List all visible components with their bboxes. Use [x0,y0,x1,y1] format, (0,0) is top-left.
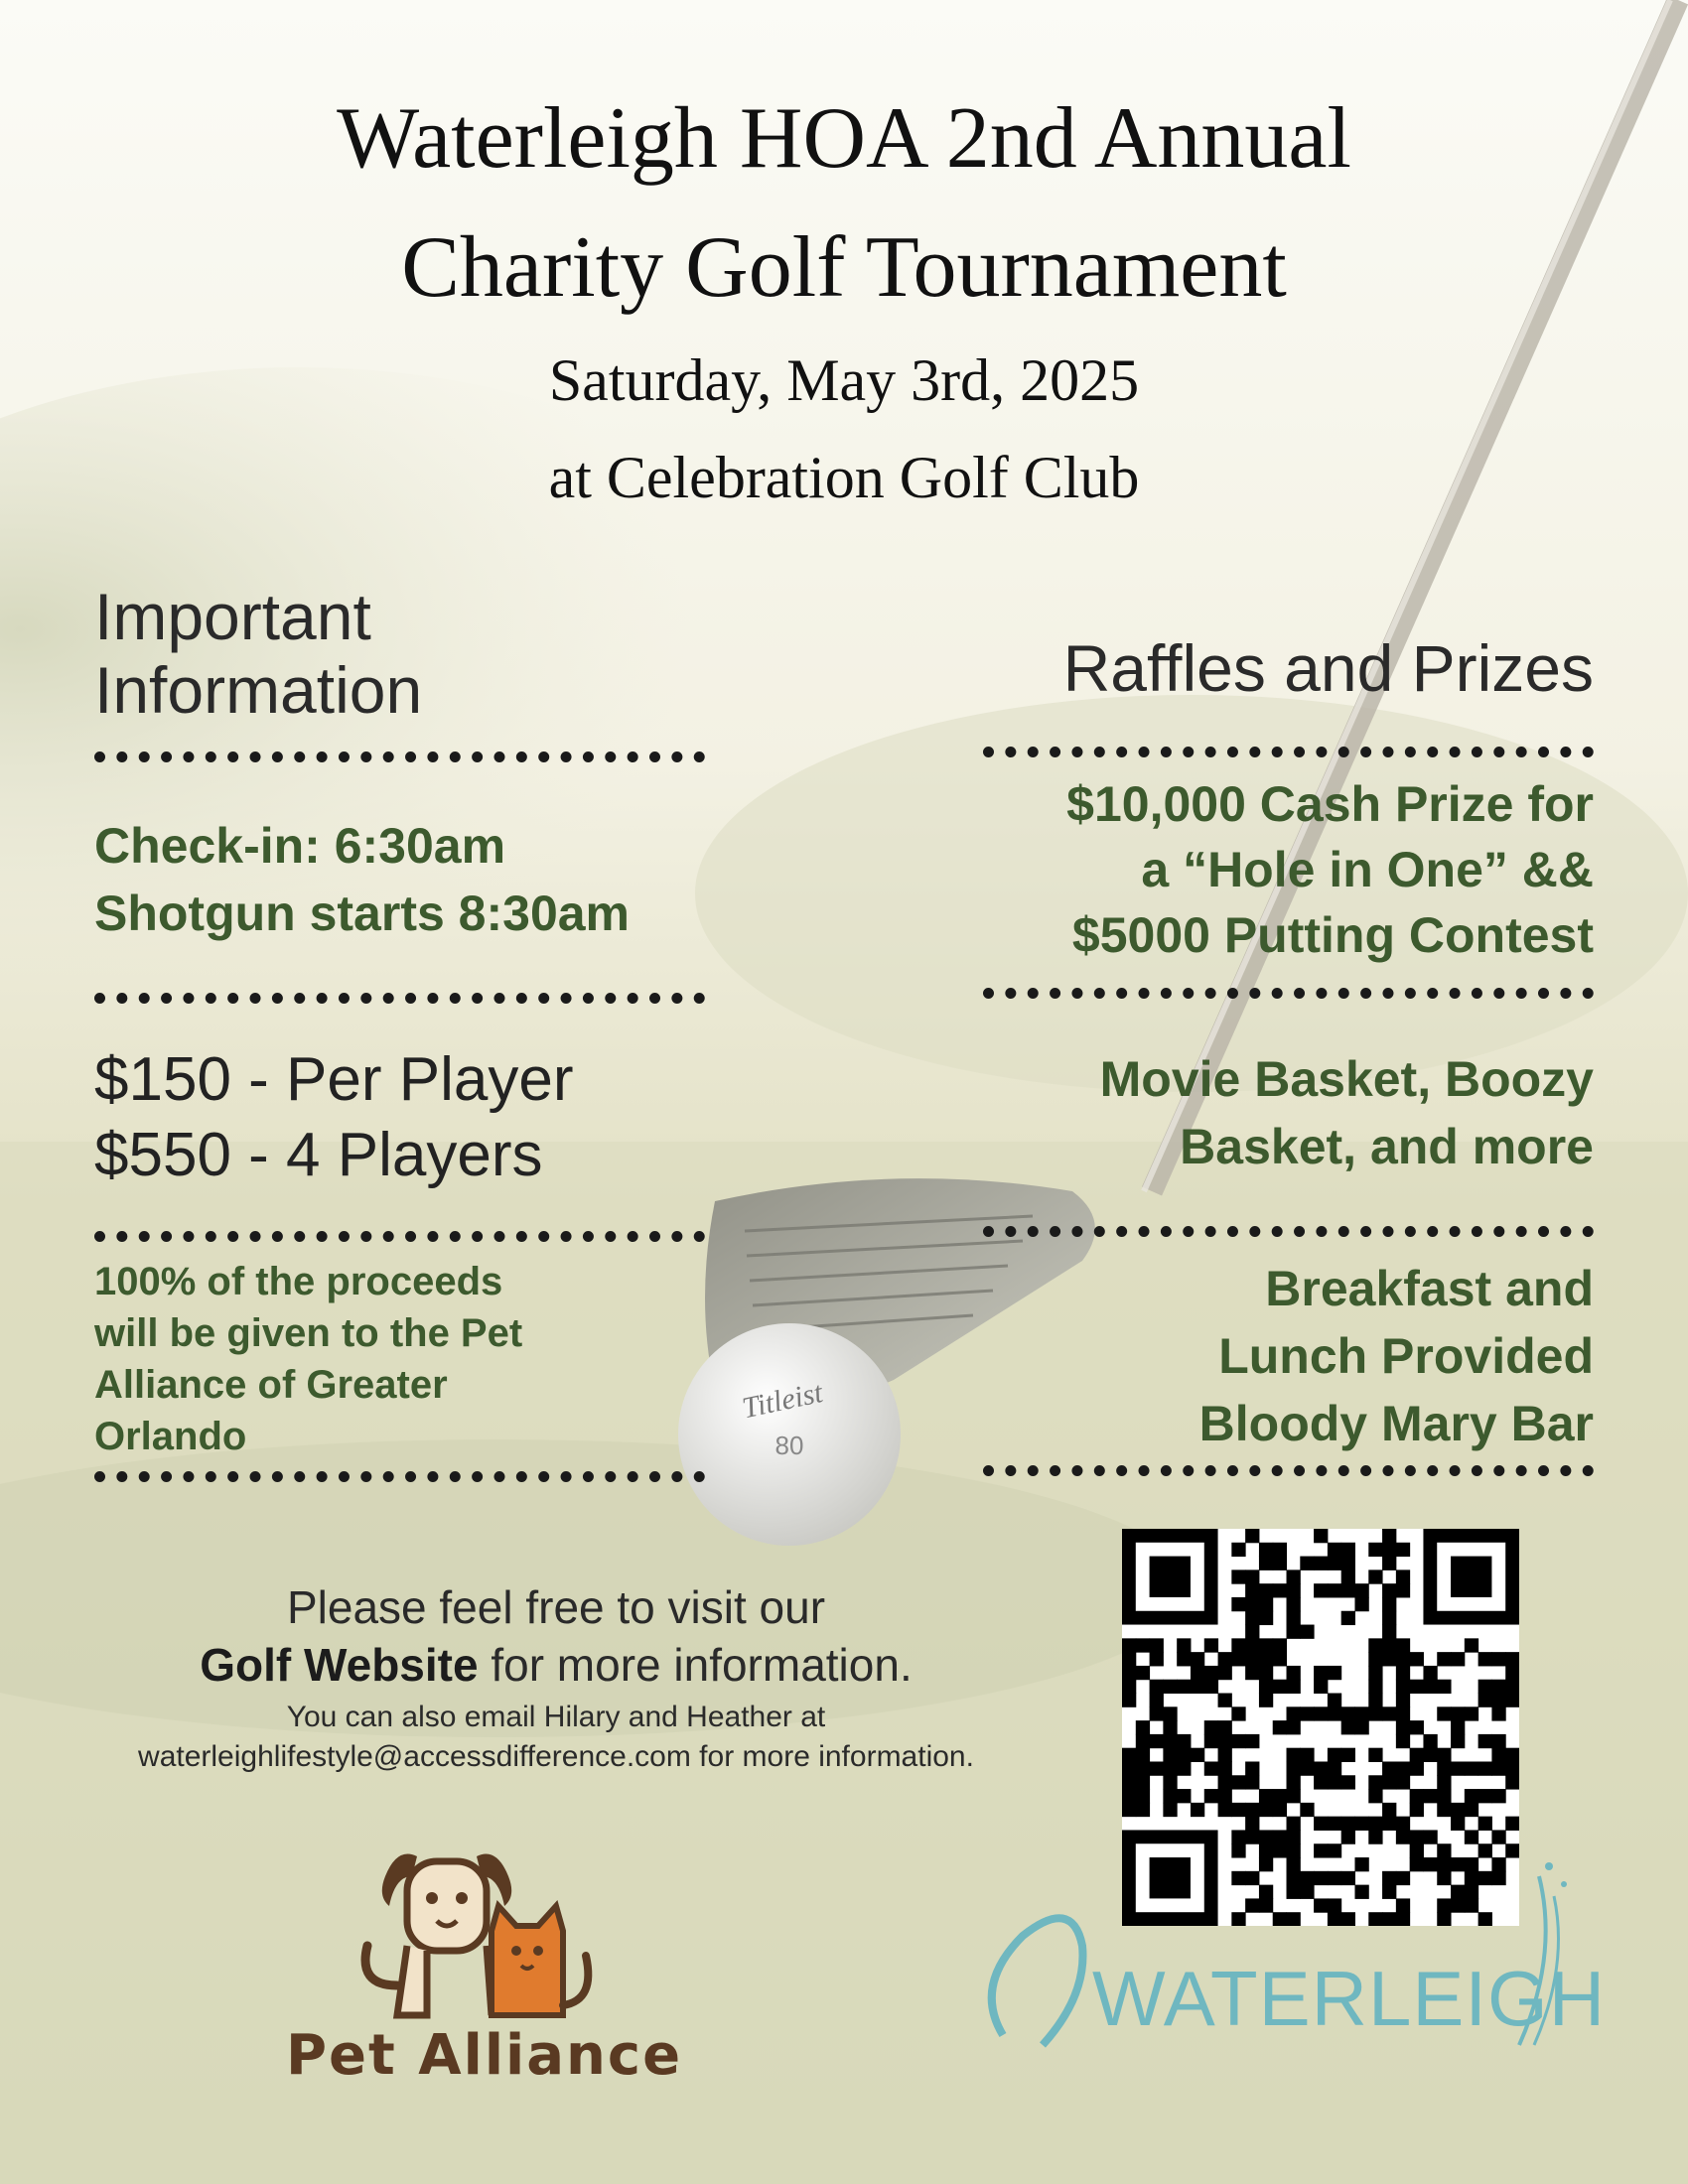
waterleigh-logo [963,1837,1607,2075]
visit-text-rest: for more information. [478,1639,913,1691]
svg-text:80: 80 [774,1431,804,1460]
raffles-heading: Raffles and Prizes [1062,631,1594,705]
basket-block [894,1045,1594,1180]
pet-alliance-dog-cat-icon [278,1837,735,2025]
svg-text:Titleist: Titleist [739,1376,826,1426]
food-block [894,1255,1594,1457]
divider [94,1231,705,1242]
prize-line: $5000 Putting Contest [1071,907,1594,963]
divider [94,751,705,762]
prize-line: $10,000 Cash Prize for [1066,776,1594,832]
event-date: Saturday, May 3rd, 2025 [548,347,1140,413]
event-title-line1: Waterleigh HOA 2nd Annual [337,90,1351,187]
proceeds-line: 100% of the proceeds [94,1260,503,1303]
price-per-player: $150 - Per Player [94,1045,574,1114]
visit-text: Please feel free to visit our [286,1581,826,1633]
price-four-players: $550 - 4 Players [94,1121,543,1189]
schedule-block [94,812,750,947]
proceeds-line: Alliance of Greater [94,1363,448,1407]
proceeds-line: Orlando [94,1415,247,1458]
shotgun-time: Shotgun starts 8:30am [94,886,631,941]
basket-line: Movie Basket, Boozy [1099,1051,1594,1107]
pet-alliance-logo [278,1837,735,2088]
event-title-line2: Charity Golf Tournament [401,219,1287,316]
heading-line: Important [94,580,371,653]
waterleigh-wordmark: WATERLEIGH [1092,1955,1607,2042]
proceeds-line: will be given to the Pet [94,1311,523,1355]
heading-line: Information [94,653,423,727]
visit-text-line2 [20,1636,1092,1694]
divider [983,1465,1594,1476]
divider [94,1471,705,1482]
important-info-heading [94,580,690,727]
proceeds-note [94,1256,690,1462]
email-text: You can also email Hilary and Heather at [286,1701,826,1733]
golf-website-link[interactable]: Golf Website [200,1639,479,1691]
event-venue: at Celebration Golf Club [548,445,1140,510]
divider [983,747,1594,757]
website-info [20,1578,1092,1777]
pet-alliance-wordmark: Pet Alliance [286,2023,683,2088]
divider [94,993,705,1004]
divider [983,988,1594,999]
food-line: Breakfast and [1265,1261,1594,1316]
food-line: Bloody Mary Bar [1198,1396,1594,1451]
prize-block [874,771,1594,968]
email-address-link[interactable]: waterleighlifestyle@accessdifference.com for more information. [138,1740,974,1773]
prize-line: a “Hole in One” && [1141,842,1594,897]
checkin-time: Check-in: 6:30am [94,818,506,874]
food-line: Lunch Provided [1218,1328,1594,1384]
basket-line: Basket, and more [1180,1119,1594,1174]
pricing-block [94,1042,750,1193]
divider [983,1226,1594,1237]
